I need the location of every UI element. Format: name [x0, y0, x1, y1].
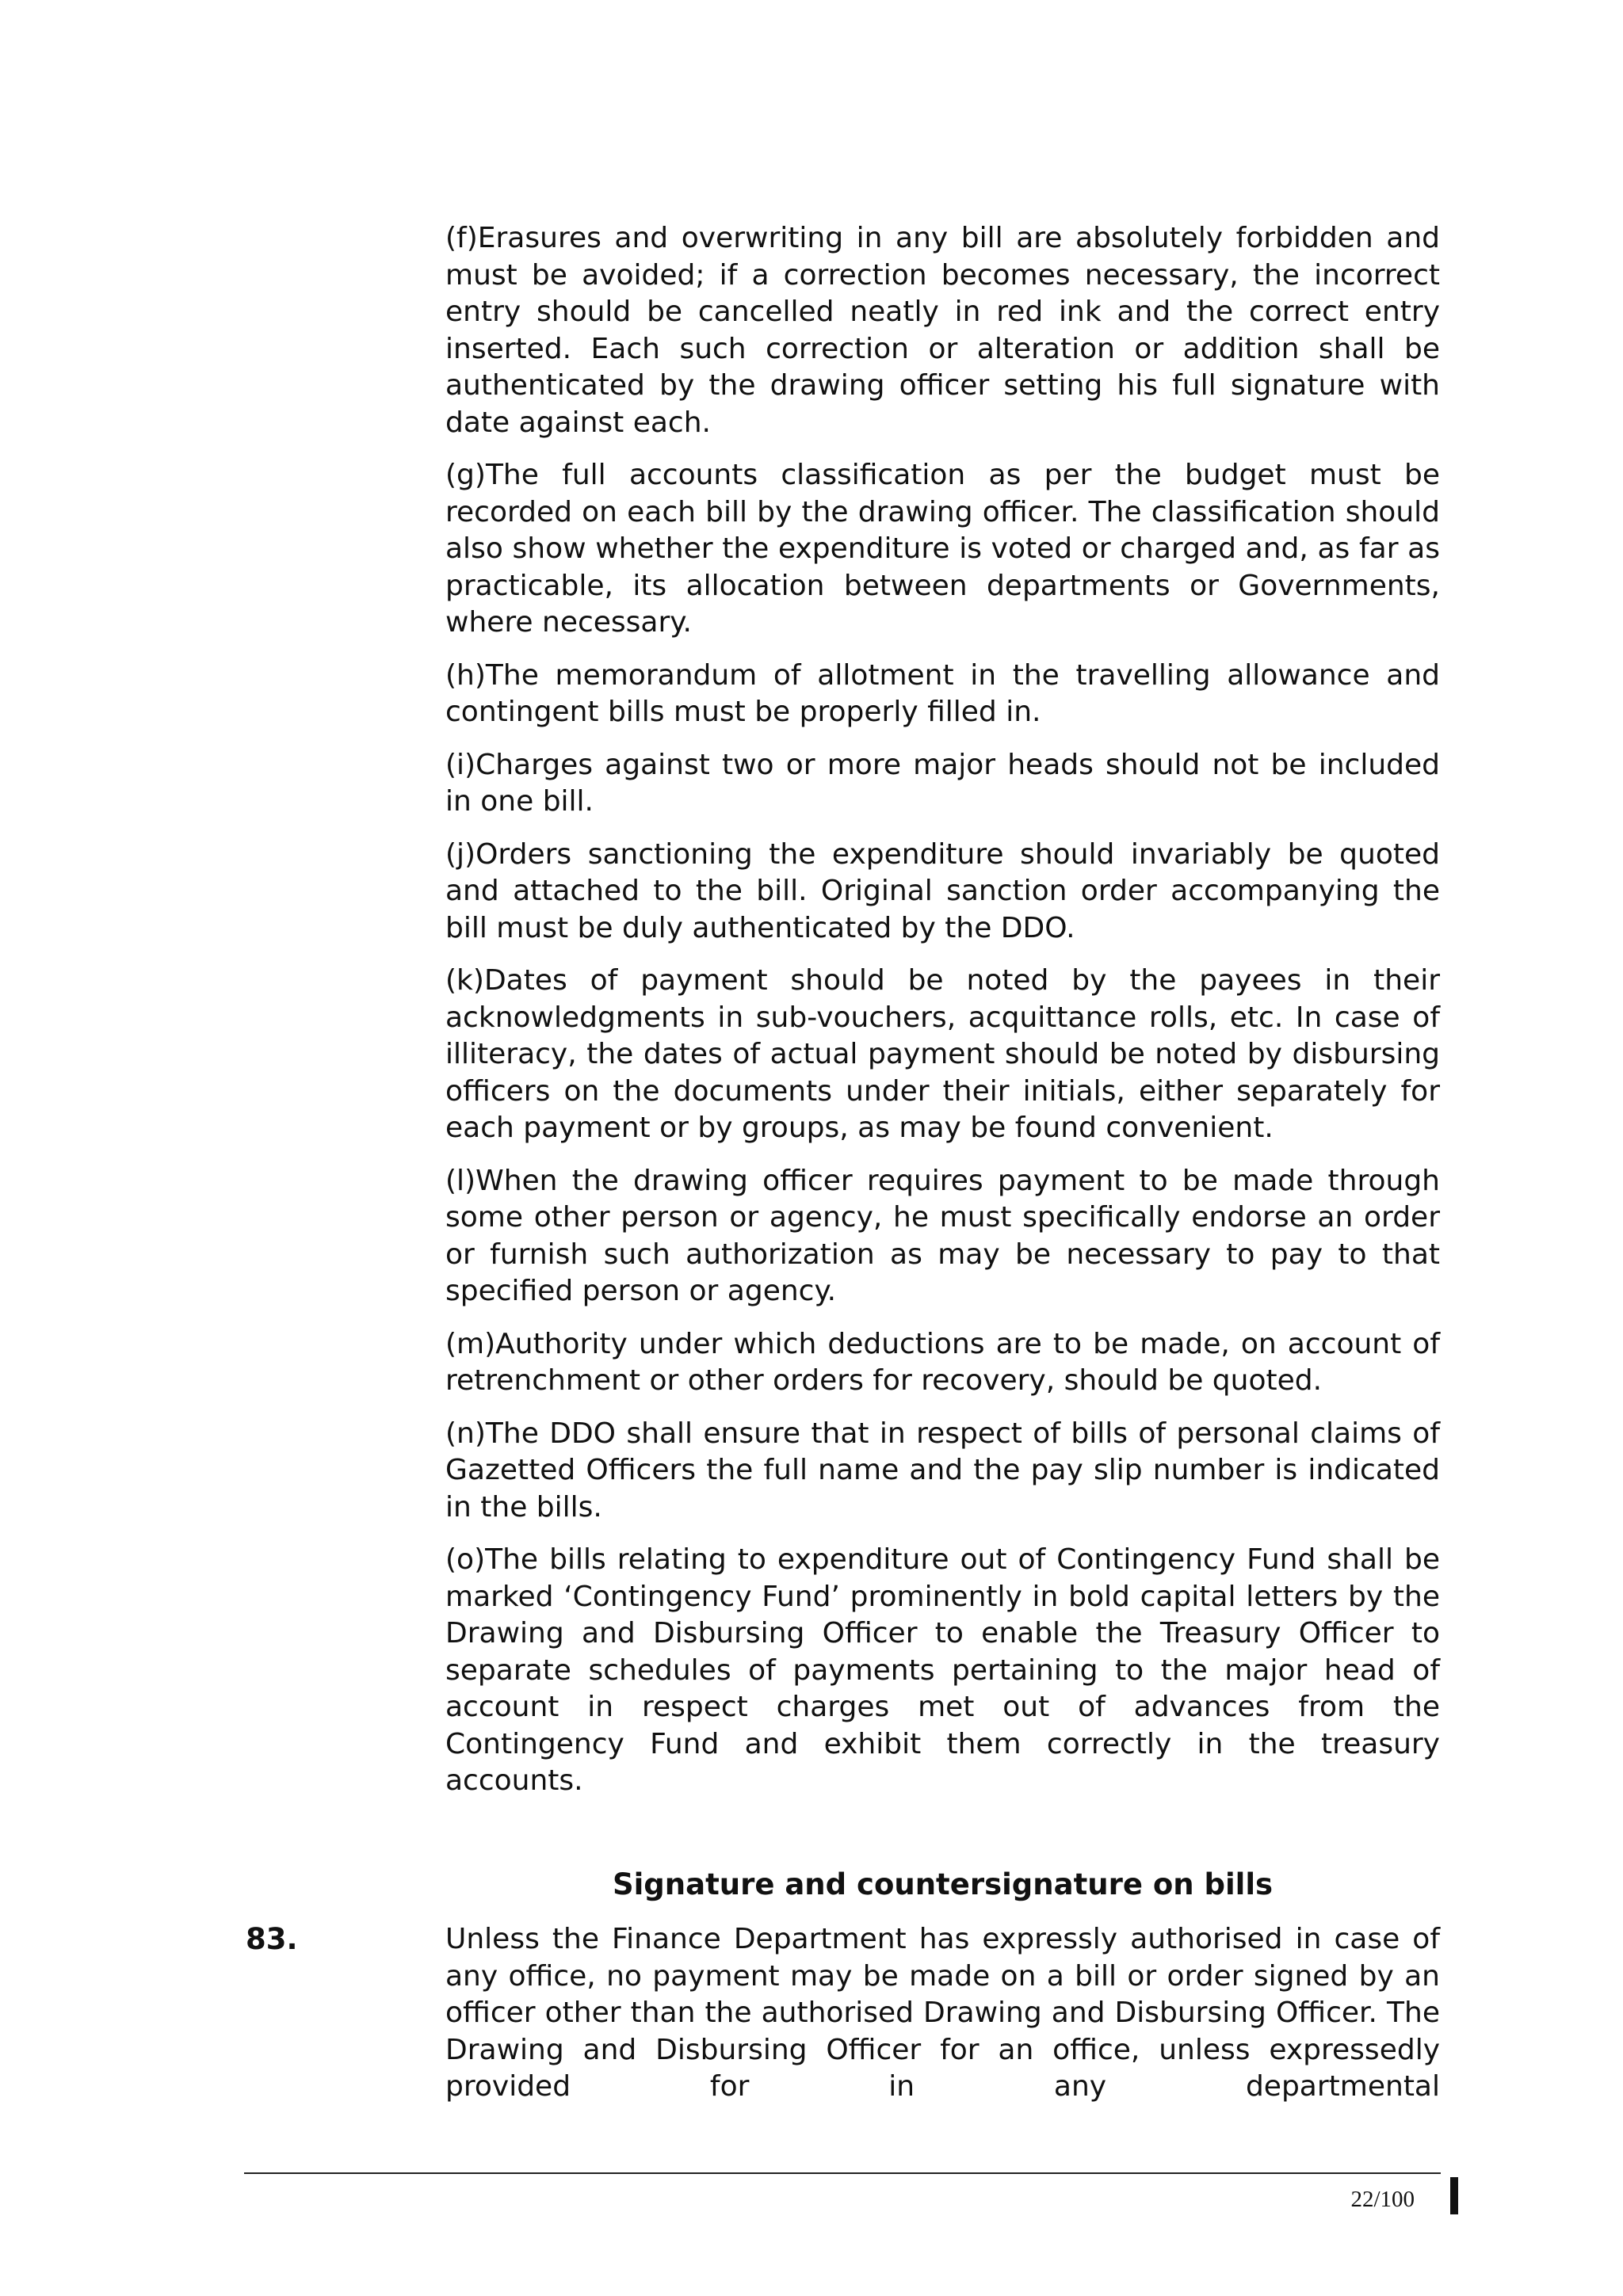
- page-number: 22/100: [1350, 2187, 1415, 2212]
- paragraph-text: Unless the Finance Department has expressly authorised in case of any office, no payment may be made on a bill or order signed by an officer other than the authorised Drawing and Disbursing Officer. The Drawing and Disbursing Officer for an office, unless expressedly provided for in any departmental: [445, 1923, 1440, 2103]
- clause-j: (j)Orders sanctioning the expenditure should invariably be quoted and attached to the bill. Original sanction order accompanying the bill must be duly authenticated by the DDO.: [445, 837, 1440, 944]
- clause-o: (o)The bills relating to expenditure out of Contingency Fund shall be marked ‘Contingency Fund’ prominently in bold capital letters by the Drawing and Disbursing Officer to enable the Treasury Officer to separate schedules of payments pertaining to the major head of account in respect charges met out of advances from the Contingency Fund and exhibit them correctly in the treasury accounts.: [445, 1543, 1440, 1797]
- clause-i: (i)Charges against two or more major heads should not be included in one bill.: [445, 748, 1440, 818]
- clause-g: (g)The full accounts classification as per the budget must be recorded on each bill by the drawing officer. The classification should also show whether the expenditure is voted or charged and, as far as practicable, its allocation between departments or Governments, where necessary.: [445, 459, 1440, 639]
- clause-k: (k)Dates of payment should be noted by the payees in their acknowledgments in sub-vouchers, acquittance rolls, etc. In case of illiteracy, the dates of actual payment should be noted by disbursing officers on the documents under their initials, either separately for each payment or by groups, as may be found convenient.: [445, 964, 1440, 1144]
- clause-m: (m)Authority under which deductions are to be made, on account of retrenchment or other orders for recovery, should be quoted.: [445, 1327, 1440, 1397]
- clause-l: (l)When the drawing officer requires payment to be made through some other person or agency, he must specifically endorse an order or furnish such authorization as may be necessary to pay to that specified person or agency.: [445, 1164, 1440, 1307]
- paragraph-number: 83.: [246, 1922, 298, 1956]
- section-heading: Signature and countersignature on bills: [612, 1867, 1274, 1901]
- clause-f: (f)Erasures and overwriting in any bill are absolutely forbidden and must be avoided; if a correction becomes necessary, the incorrect entry should be cancelled neatly in red ink and the correct entry inserted. Each such correction or alteration or addition shall be authenticated by the drawing officer setting his full signature with date against each.: [445, 222, 1440, 439]
- clause-list: [445, 220, 1440, 1816]
- clause-h: (h)The memorandum of allotment in the travelling allowance and contingent bills must be properly filled in.: [445, 658, 1440, 728]
- clause-n: (n)The DDO shall ensure that in respect of bills of personal claims of Gazetted Officers the full name and the pay slip number is indicated in the bills.: [445, 1417, 1440, 1524]
- footer-bar-marker: [1450, 2177, 1458, 2214]
- footer-divider: [244, 2172, 1441, 2174]
